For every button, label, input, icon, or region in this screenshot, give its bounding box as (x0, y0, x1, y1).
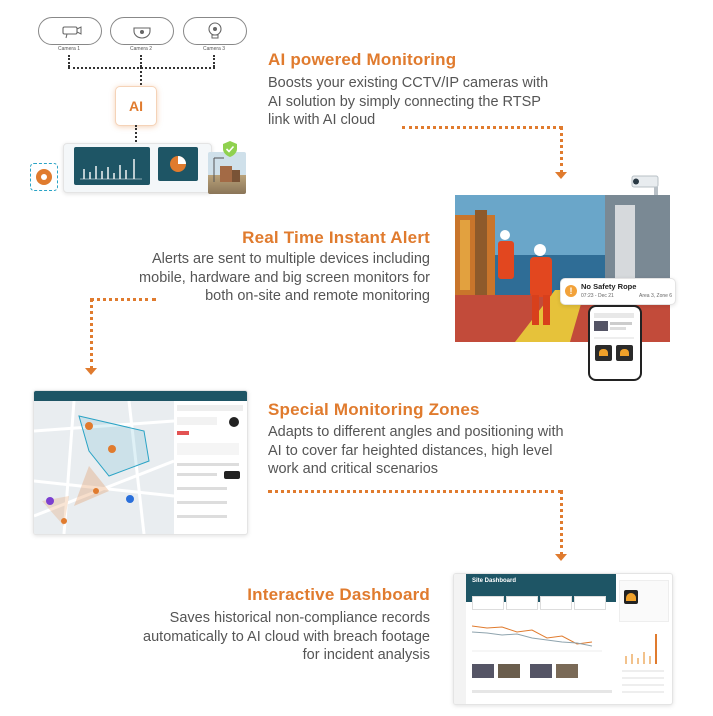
pie-chart-widget (158, 147, 198, 181)
connector-s1-h (402, 126, 562, 129)
text-line: work and critical scenarios (268, 461, 439, 477)
site-photo-thumb (208, 152, 246, 194)
section-title-dashboard: Interactive Dashboard (247, 585, 430, 604)
connector-s2-h (90, 298, 156, 301)
arrow-down-icon (555, 172, 567, 179)
dashboard-title: Site Dashboard (472, 578, 517, 584)
connector-s1-v (560, 126, 563, 174)
bar-chart-widget (74, 147, 150, 185)
dome-camera-icon (111, 18, 173, 44)
text-line: link with AI cloud (268, 112, 376, 128)
dashboard-screen (453, 573, 673, 705)
phone-mockup (588, 305, 642, 381)
arrow-down-icon (85, 368, 97, 375)
text-line: Boosts your existing CCTV/IP cameras with (268, 75, 549, 91)
bar-chart-icon (620, 626, 666, 666)
section-title-monitoring-zones: Special Monitoring Zones (268, 400, 480, 419)
text-line: mobile, hardware and big screen monitors for (139, 269, 430, 286)
connector-cam1 (68, 55, 70, 67)
alert-icon: ! (565, 285, 577, 297)
pie-chart-icon (158, 147, 198, 181)
text-line: for incident analysis (302, 647, 430, 663)
camera-2-card (110, 17, 174, 45)
connector-cam2 (140, 55, 142, 67)
text-line: Alerts are sent to multiple devices including (151, 251, 430, 267)
connector-s3-v (560, 490, 563, 556)
cctv-camera-graphic (628, 170, 668, 198)
alert-zone: Area 3, Zone 6 (639, 293, 673, 299)
camera-3-label: Camera 3 (203, 46, 225, 52)
ai-badge (115, 86, 157, 126)
text-line: Adapts to different angles and positioning with (268, 424, 564, 440)
text-line: automatically to AI cloud with breach footage (143, 628, 430, 645)
text-line: both on-site and remote monitoring (205, 288, 430, 304)
section-title-ai-monitoring: AI powered Monitoring (268, 50, 457, 69)
section-title-instant-alert: Real Time Instant Alert (242, 228, 430, 247)
target-badge (30, 163, 58, 191)
line-chart-icon (472, 618, 602, 652)
text-line: AI to cover far heighted distances, high level (268, 442, 553, 459)
text-line: AI solution by simply connecting the RTSP (268, 93, 541, 110)
connector-cam3 (213, 55, 215, 67)
shield-check-icon (221, 140, 239, 158)
text-line: Saves historical non-compliance records (169, 610, 430, 626)
bulb-camera-icon (184, 18, 246, 44)
ai-badge-label: AI (129, 98, 143, 114)
connector-ai-down (135, 125, 137, 145)
section-text-ai-monitoring (268, 74, 598, 130)
alert-date: 07:23 - Dec 21 (581, 293, 614, 299)
cctv-camera-icon (39, 18, 101, 44)
camera-1-label: Camera 1 (58, 46, 80, 52)
target-icon (31, 164, 57, 190)
connector-to-ai (140, 67, 142, 85)
camera-2-label: Camera 2 (130, 46, 152, 52)
zones-map-screen (33, 390, 248, 535)
camera-1-card (38, 17, 102, 45)
connector-s2-v (90, 298, 93, 370)
section-text-dashboard (60, 609, 430, 665)
camera-3-card (183, 17, 247, 45)
section-text-monitoring-zones (268, 423, 638, 479)
arrow-down-icon (555, 554, 567, 561)
alert-title: No Safety Rope (581, 282, 637, 291)
connector-s3-h (268, 490, 562, 493)
alert-popup (560, 278, 676, 305)
bar-chart-icon (74, 147, 150, 185)
